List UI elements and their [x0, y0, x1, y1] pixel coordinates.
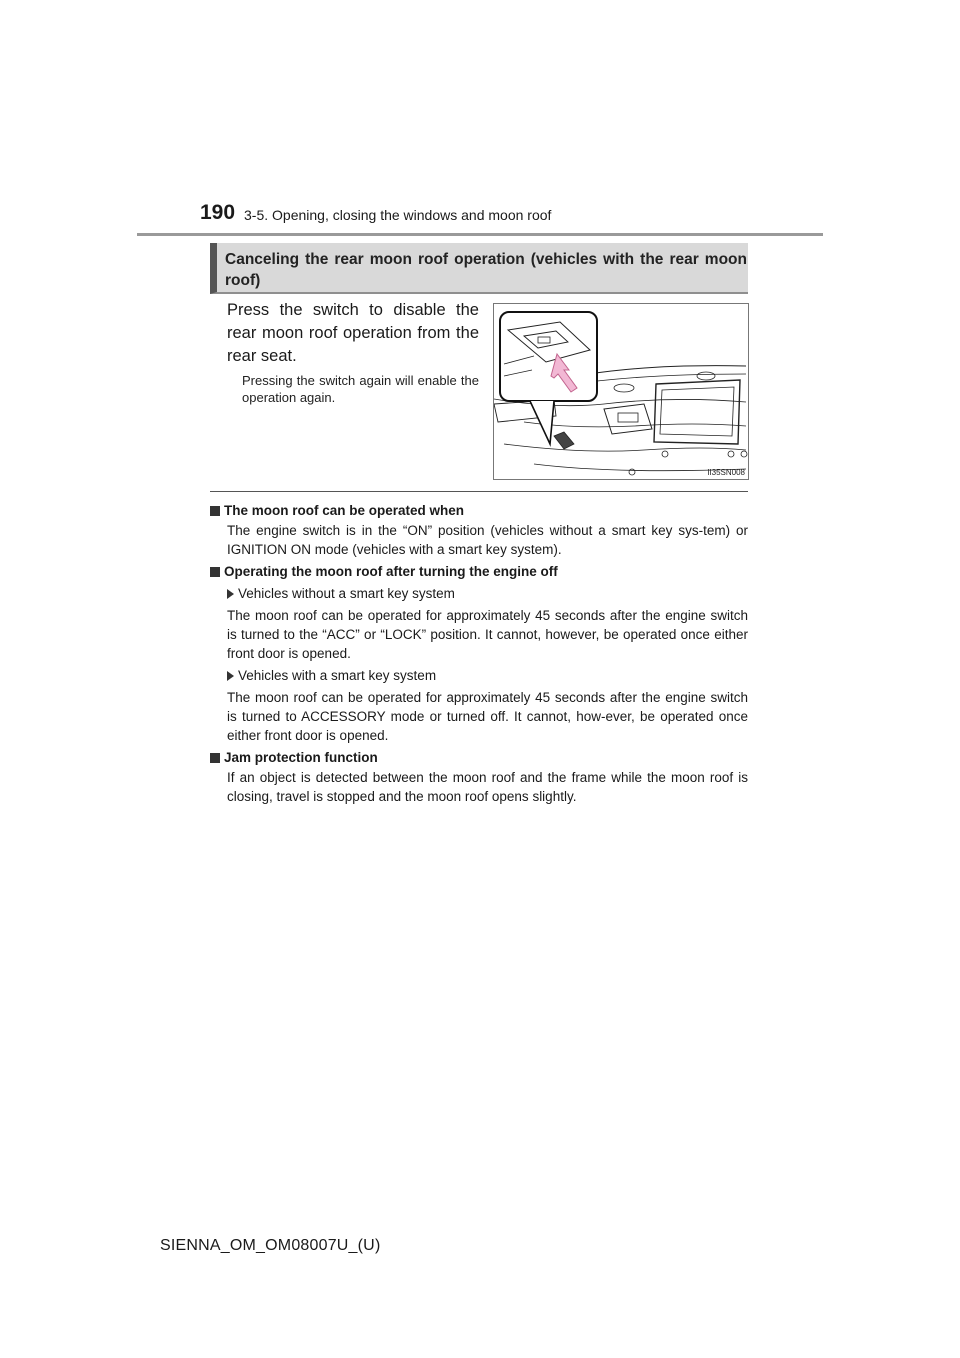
note-subitem-label: Vehicles with a smart key system	[238, 668, 437, 683]
rear-moon-roof-switch-illustration	[493, 303, 749, 480]
square-bullet-icon	[210, 567, 220, 577]
section-title: Canceling the rear moon roof operation (vehicles with the rear moon roof)	[225, 251, 747, 289]
instruction-note: Pressing the switch again will enable the operation again.	[242, 373, 479, 405]
note-heading-text: Jam protection function	[224, 750, 378, 765]
notes-section	[210, 499, 748, 810]
square-bullet-icon	[210, 753, 220, 763]
square-bullet-icon	[210, 506, 220, 516]
page-number: 190	[200, 201, 236, 224]
header-rule	[137, 233, 823, 236]
figure-id-label: II35SN008	[707, 468, 745, 477]
note-subitem-label: Vehicles without a smart key system	[238, 586, 455, 601]
note-subitem	[227, 584, 748, 603]
note-heading	[210, 562, 748, 582]
triangle-bullet-icon	[227, 671, 234, 681]
note-heading	[210, 748, 748, 768]
note-body: The moon roof can be operated for approximately 45 seconds after the engine switch is turned to ACCESSORY mode or turned off. It cannot, how-ever, be operated once either front door is opened.	[227, 690, 748, 743]
section-title-box	[210, 243, 748, 294]
document-footer-code: SIENNA_OM_OM08007U_(U)	[160, 1237, 381, 1254]
note-subitem	[227, 666, 748, 685]
car-ceiling-drawing	[494, 304, 748, 479]
section-divider	[210, 491, 748, 492]
note-body: The engine switch is in the “ON” position (vehicles without a smart key sys-tem) or IGNITION ON mode (vehicles with a smart key system).	[227, 523, 748, 557]
note-body: If an object is detected between the moon roof and the frame while the moon roof is closing, travel is stopped and the moon roof opens slightly.	[227, 770, 748, 804]
note-heading-text: Operating the moon roof after turning the engine off	[224, 564, 558, 579]
triangle-bullet-icon	[227, 589, 234, 599]
section-header: 3-5. Opening, closing the windows and moon roof	[244, 207, 552, 223]
note-heading	[210, 501, 748, 521]
note-body: The moon roof can be operated for approximately 45 seconds after the engine switch is turned to the “ACC” or “LOCK” position. It cannot, however, be operated once either front door is opened.	[227, 608, 748, 661]
note-heading-text: The moon roof can be operated when	[224, 503, 465, 518]
instruction-text: Press the switch to disable the rear moon roof operation from the rear seat.	[227, 301, 479, 365]
